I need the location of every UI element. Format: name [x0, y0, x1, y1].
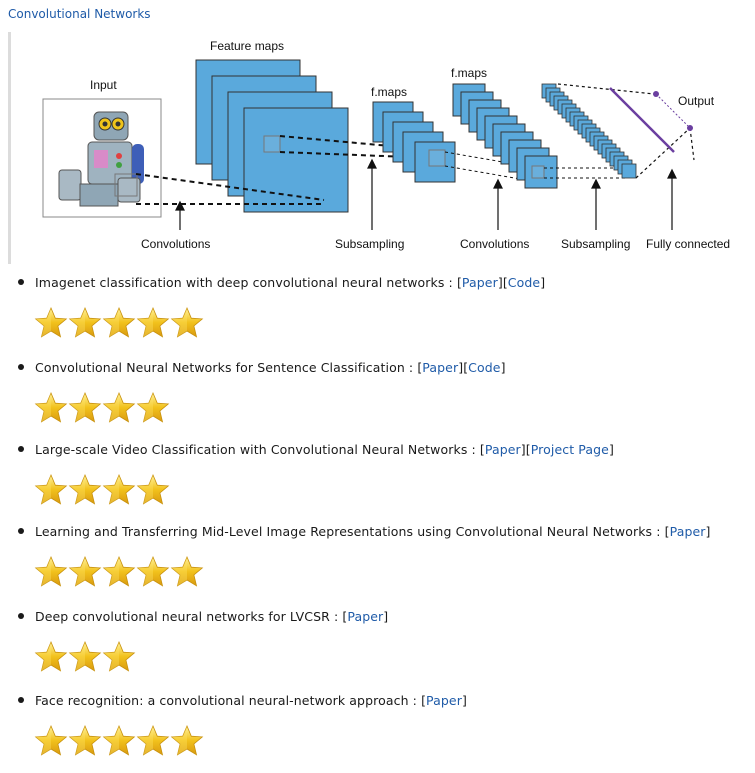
- paper-entry: [35, 360, 506, 375]
- bracket: ]: [540, 275, 546, 290]
- star-rating: [34, 391, 170, 425]
- paper-link[interactable]: Paper: [422, 360, 459, 375]
- bracket: ]: [458, 360, 464, 375]
- fmaps-label-1: f.maps: [371, 85, 408, 99]
- bracket: [: [664, 524, 670, 539]
- fully-connected-label: Fully connected: [646, 237, 731, 251]
- feature-maps-stack-2: [373, 102, 455, 182]
- paper-title: Face recognition: a convolutional neural-network approach: [35, 693, 409, 708]
- feature-maps-stack-1: [196, 60, 348, 212]
- bracket: ]: [520, 442, 526, 457]
- paper-separator: :: [404, 360, 418, 375]
- bullet-point: [18, 613, 24, 619]
- star-icon: [136, 555, 170, 589]
- fmaps-label-2: f.maps: [451, 66, 488, 80]
- star-rating: [34, 555, 204, 589]
- star-icon: [136, 306, 170, 340]
- star-icon: [102, 555, 136, 589]
- bullet-point: [18, 528, 24, 534]
- code-link[interactable]: Code: [507, 275, 541, 290]
- star-icon: [102, 391, 136, 425]
- paper-entry: [35, 693, 467, 708]
- star-icon: [136, 391, 170, 425]
- star-icon: [102, 306, 136, 340]
- section-title-link[interactable]: Convolutional Networks: [8, 7, 151, 21]
- paper-title: Large-scale Video Classification with Convolutional Neural Networks: [35, 442, 468, 457]
- bracket: [: [342, 609, 348, 624]
- bracket: [: [463, 360, 469, 375]
- bracket: [: [417, 360, 423, 375]
- paper-item: [0, 437, 755, 517]
- cnn-architecture-figure: [8, 32, 751, 264]
- paper-title: Imagenet classification with deep convolutional neural networks: [35, 275, 445, 290]
- star-icon: [68, 555, 102, 589]
- input-label: Input: [90, 78, 117, 92]
- bullet-point: [18, 446, 24, 452]
- star-icon: [34, 306, 68, 340]
- star-rating: [34, 306, 204, 340]
- paper-item: [0, 519, 755, 599]
- paper-separator: :: [652, 524, 665, 539]
- input-image: [43, 99, 161, 217]
- star-icon: [34, 555, 68, 589]
- paper-item: [0, 688, 755, 768]
- bullet-point: [18, 697, 24, 703]
- paper-link[interactable]: Paper: [347, 609, 384, 624]
- subsampling-label-2: Subsampling: [561, 237, 631, 251]
- bracket: ]: [383, 609, 389, 624]
- output-label: Output: [678, 94, 715, 108]
- star-icon: [34, 391, 68, 425]
- paper-link[interactable]: Paper: [484, 442, 521, 457]
- paper-item: [0, 270, 755, 350]
- paper-title: Deep convolutional neural networks for LVCSR: [35, 609, 330, 624]
- star-icon: [68, 391, 102, 425]
- star-icon: [170, 306, 204, 340]
- star-icon: [34, 473, 68, 507]
- star-icon: [170, 555, 204, 589]
- bullet-point: [18, 364, 24, 370]
- feature-maps-stack-3: [453, 84, 557, 188]
- code-link[interactable]: Code: [468, 360, 501, 375]
- bracket: [: [525, 442, 531, 457]
- paper-separator: :: [329, 609, 343, 624]
- paper-link[interactable]: Paper: [461, 275, 498, 290]
- bracket: ]: [608, 442, 614, 457]
- project-page-link[interactable]: Project Page: [530, 442, 609, 457]
- star-icon: [34, 724, 68, 758]
- cnn-diagram: [14, 32, 749, 264]
- convolutions-label-1: Convolutions: [141, 237, 211, 251]
- paper-separator: :: [444, 275, 457, 290]
- paper-title: Learning and Transferring Mid-Level Image Representations using Convolutional Neural Networks: [35, 524, 653, 539]
- paper-entry: [35, 442, 614, 457]
- bracket: [: [502, 275, 508, 290]
- star-icon: [102, 640, 136, 674]
- bracket: ]: [500, 360, 506, 375]
- star-icon: [68, 724, 102, 758]
- bracket: [: [479, 442, 485, 457]
- star-icon: [68, 473, 102, 507]
- star-icon: [170, 724, 204, 758]
- feature-maps-label: Feature maps: [210, 39, 285, 53]
- paper-item: [0, 604, 755, 684]
- paper-separator: :: [467, 442, 480, 457]
- star-rating: [34, 724, 204, 758]
- paper-link[interactable]: Paper: [669, 524, 706, 539]
- bullet-point: [18, 279, 24, 285]
- star-icon: [136, 724, 170, 758]
- paper-link[interactable]: Paper: [426, 693, 462, 708]
- bracket: ]: [461, 693, 467, 708]
- star-icon: [34, 640, 68, 674]
- star-icon: [102, 724, 136, 758]
- star-rating: [34, 473, 170, 507]
- paper-entry: [35, 275, 545, 290]
- star-rating: [34, 640, 136, 674]
- star-icon: [102, 473, 136, 507]
- paper-separator: :: [408, 693, 422, 708]
- paper-item: [0, 355, 755, 435]
- paper-entry: [35, 524, 711, 539]
- star-icon: [68, 640, 102, 674]
- star-icon: [136, 473, 170, 507]
- bracket: [: [421, 693, 427, 708]
- convolutions-label-2: Convolutions: [460, 237, 530, 251]
- subsampling-label-1: Subsampling: [335, 237, 405, 251]
- bracket: ]: [705, 524, 711, 539]
- paper-entry: [35, 609, 388, 624]
- bracket: ]: [497, 275, 503, 290]
- star-icon: [68, 306, 102, 340]
- bracket: [: [456, 275, 462, 290]
- paper-title: Convolutional Neural Networks for Sentence Classification: [35, 360, 405, 375]
